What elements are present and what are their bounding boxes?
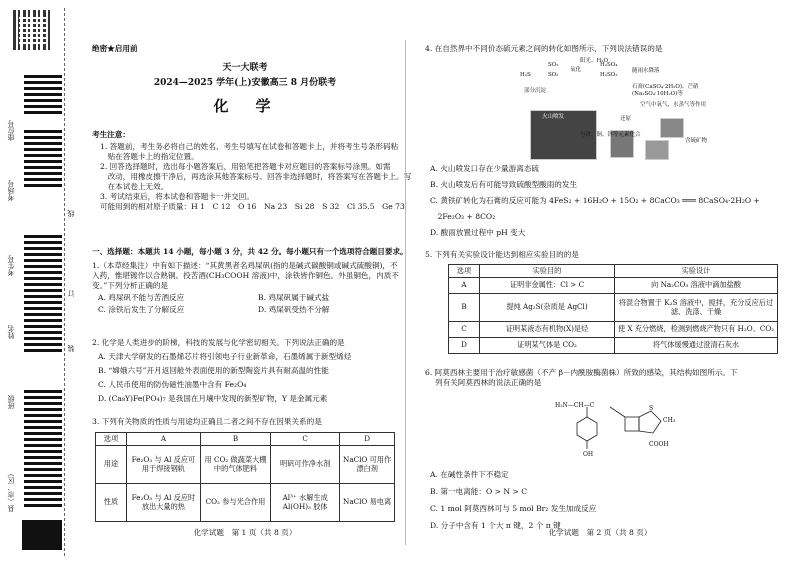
- table-cell: Fe₂O₃ 与 Al 反应可用于焊接钢轨: [127, 445, 201, 483]
- table-cell: NaClO 易电离: [340, 483, 395, 521]
- notice-line: 1. 答题前，考生务必将自己的姓名、考生号填写在试卷和答题卡上，并将考生号条形码粘: [100, 142, 399, 151]
- q6-stem: [425, 368, 738, 388]
- so2-label: SO₂: [548, 62, 559, 68]
- q4-option-d: D. 酸雨放置过程中 pH 变大: [430, 228, 526, 237]
- table-cell: D: [449, 337, 480, 353]
- table-cell: 向 Na₂CO₃ 溶液中滴加盐酸: [615, 277, 778, 293]
- table-header: 选项: [449, 265, 480, 278]
- q2-option-c: C. 人民币使用的防伪磁性油墨中含有 Fe₂O₄: [98, 380, 247, 389]
- mineral-image: [645, 140, 669, 160]
- rain-label: 随雨水降落: [632, 68, 660, 74]
- q6-stem-line: 6. 阿莫西林主要用于治疗敏感菌（不产 β－内酰胺酶菌株）所致的感染，其结构如图所示。下: [425, 368, 738, 377]
- notice-line: 在本试卷上无效。: [100, 182, 169, 191]
- atomic-masses: 可能用到的相对原子质量：H 1 C 12 O 16 Na 23 Si 28 S 32 Cl 35.5 Ge 73: [100, 202, 405, 211]
- q1-option-d: D. 鸡屎矾受热不分解: [258, 305, 330, 314]
- notice-title: 考生注意：: [92, 130, 130, 139]
- binding-stripes: [24, 75, 62, 115]
- section-heading: 一、选择题：本题共 14 小题，每小题 3 分，共 42 分。每小题只有一个选项符合题目要求。: [92, 247, 408, 256]
- fold-mark: 装: [67, 345, 75, 352]
- binding-stripes: [24, 390, 62, 510]
- seat-label: 座位号: [7, 120, 15, 141]
- page-divider: [405, 40, 406, 545]
- table-cell: 将混合物置于 K₂S 溶液中，搅拌，充分反应后过滤、洗涤、干燥: [615, 293, 778, 321]
- notice-line: 改动，用橡皮擦干净后，再选涂其他答案标号。回答非选择题时，将答案写在答题卡上。写: [100, 172, 412, 181]
- q4-option-c: C. 黄铁矿转化为石膏的反应可能为 4FeS₂ + 16H₂O + 15O₂ + 8CaCO₃ ═══ 8CaSO₄·2H₂O +: [430, 196, 760, 205]
- q5-table: [448, 264, 778, 354]
- table-row: [96, 483, 395, 521]
- deposit-label: 部分沉淀: [524, 88, 547, 94]
- gypsum-label: 石膏(CaSO₄·2H₂O)、芒硝(Na₂SO₄·10H₂O)等: [632, 84, 699, 97]
- bind-mark: 订: [67, 290, 75, 297]
- table-cell: 提纯 Ag₂S(杂质是 AgCl): [480, 293, 615, 321]
- seal-mark: 线: [67, 210, 75, 217]
- q2-option-d: D. (Ca₈Y)Fe(PO₄)₇ 是我国在月壤中发现的新型矿物，Y 是金属元素: [98, 394, 328, 403]
- q1-stem: 变。”下列分析正确的是: [92, 281, 169, 290]
- q2-stem: 2. 化学是人类进步的阶梯，科技的发展与化学密切相关。下列说法正确的是: [92, 338, 345, 347]
- table-cell: Al³⁺ 水解生成 Al(OH)₃ 胶体: [271, 483, 340, 521]
- q3-table: [95, 432, 395, 522]
- air-label: 空气中氧气、水蒸气等作用: [640, 102, 707, 108]
- table-header: D: [340, 433, 395, 446]
- subject-title: 化 学: [213, 97, 277, 115]
- table-cell: 性质: [96, 483, 127, 521]
- ore-label: 含硫矿物: [685, 138, 708, 144]
- q6-option-d: D. 分子中含有 1 个大 π 键，2 个 π 键: [430, 521, 561, 530]
- table-row: [449, 293, 778, 321]
- light-label: 阳光、H₂O: [580, 58, 609, 64]
- table-row: [449, 277, 778, 293]
- binding-stripes: [24, 235, 62, 355]
- q4-options: [430, 164, 760, 238]
- reduce-label: 还原: [620, 116, 632, 122]
- q4-option-b: B. 火山喷发后有可能导致硫酸型酸雨的发生: [430, 180, 578, 189]
- exam-title: 2024—2025 学年(上)安徽高三 8 月份联考: [153, 78, 337, 88]
- mineral-image: [660, 118, 684, 138]
- exam-room-label: 考场号: [7, 180, 15, 201]
- q6-stem-line: 列有关阿莫西林的说法正确的是: [435, 378, 542, 387]
- table-header: 实验目的: [480, 265, 615, 278]
- sulfur-cycle-figure: [520, 60, 710, 160]
- footer-right: 化学试题 第 2 页（共 8 页）: [548, 528, 652, 537]
- table-cell: B: [449, 293, 480, 321]
- table-cell: 用途: [96, 445, 127, 483]
- table-cell: 证明某气体是 CO₂: [480, 337, 615, 353]
- binding-stripes: [24, 130, 62, 190]
- table-row: [449, 337, 778, 353]
- table-header: 实验设计: [615, 265, 778, 278]
- table-cell: Fe₂O₃ 与 Al 反应时放出大量的热: [127, 483, 201, 521]
- table-header: C: [271, 433, 340, 446]
- table-cell: 证明非金属性：Cl > C: [480, 277, 615, 293]
- q4-option-a: A. 火山喷发口存在少量游离态硫: [430, 164, 540, 173]
- q1-option-a: A. 鸡屎矾不能与苦酒反应: [98, 293, 185, 302]
- footer-left: 化学试题 第 1 页（共 8 页）: [193, 528, 297, 537]
- table-header: A: [127, 433, 201, 446]
- so3-label: SO₃: [548, 72, 559, 78]
- h2so4-label: H₂SO₄: [600, 62, 618, 68]
- name-label: 姓名: [7, 325, 15, 339]
- table-header: B: [200, 433, 270, 446]
- question-1: [92, 261, 399, 319]
- table-cell: 明矾可作净水剂: [271, 445, 340, 483]
- q4-option-c-cont: 2Fe₂O₃ + 8CO₂: [430, 212, 496, 221]
- q1-stem: 入药，惟堪镀作以合熟铜。投苦酒(CH₃COOH 溶液)中，涂铁皆作铜色。外虽铜色，内质不: [92, 271, 399, 280]
- q6-option-a: A. 在碱性条件下不稳定: [430, 470, 509, 479]
- binding-block: [22, 520, 62, 550]
- table-row: [449, 265, 778, 278]
- question-2: [92, 338, 351, 404]
- class-label: 班级: [7, 395, 15, 409]
- amoxicillin-structure: [555, 395, 685, 460]
- carboxyl-group: COOH: [649, 441, 669, 448]
- q1-option-c: C. 涂铁后发生了分解反应: [98, 305, 185, 314]
- binding-line: [64, 8, 65, 556]
- qr-code: [13, 10, 53, 50]
- q2-option-a: A. 天津大学研发的石墨烯芯片将引领电子行业新革命，石墨烯属于新型烯烃: [98, 352, 352, 361]
- table-cell: 使 X 充分燃烧，检测到燃烧产物只有 H₂O、CO₂: [615, 321, 778, 337]
- q4-stem: 4. 在自然界中不同价态硫元素之间的转化如图所示，下列说法错误的是: [425, 44, 663, 53]
- table-header: 选项: [96, 433, 127, 446]
- table-cell: NaClO 可用作漂白剂: [340, 445, 395, 483]
- table-row: [449, 321, 778, 337]
- oxide-label: 氧化: [570, 67, 582, 73]
- table-cell: 将气体缓慢通过澄清石灰水: [615, 337, 778, 353]
- hydroxyl-group: OH: [583, 451, 594, 458]
- secret-mark: 绝密★启用前: [92, 44, 138, 53]
- q2-option-b: B. “嫦娥六号”开月返回舱外表面使用的新型陶瓷片具有耐高温的性能: [98, 366, 329, 375]
- table-row: [96, 433, 395, 446]
- q6-option-b: B. 第一电离能：O > N > C: [430, 487, 528, 496]
- volcano-label: 火山喷发: [542, 114, 565, 120]
- q3-stem: 3. 下列有关物质的性质与用途均正确且二者之间不存在因果关系的是: [92, 417, 322, 426]
- notice-line: 3. 考试结束后，将本试卷和答题卡一并交回。: [100, 192, 254, 201]
- sulfur-atom: S: [649, 405, 654, 412]
- table-cell: C: [449, 321, 480, 337]
- q5-stem: 5. 下列有关实验设计能达到相应实验目的的是: [425, 250, 579, 259]
- h2so3-label: H₂SO₃: [600, 72, 618, 78]
- student-no-label: 考生号: [7, 255, 15, 276]
- amine-group: H₂N—CH—C: [555, 402, 595, 409]
- h2s-label: H₂S: [520, 72, 531, 78]
- table-row: [96, 445, 395, 483]
- q6-option-c: C. 1 mol 阿莫西林可与 5 mol Br₂ 发生加成反应: [430, 504, 597, 513]
- table-cell: CO₂ 参与光合作用: [200, 483, 270, 521]
- notice-line: 2. 回答选择题时，选出每小题答案后，用铅笔把答题卡对应题目的答案标号涂黑。如需: [100, 162, 391, 171]
- methyl-group: CH₃: [663, 417, 676, 424]
- notice-line: 贴在答题卡上的指定位置。: [100, 152, 199, 161]
- q6-options: [430, 470, 596, 531]
- county-label: 县（市、区）: [7, 470, 15, 512]
- org-title: 天一大联考: [222, 63, 268, 73]
- table-cell: A: [449, 277, 480, 293]
- q1-option-b: B. 鸡屎矾属于碱式盐: [258, 293, 330, 302]
- table-cell: 用 CO₂ 做蔬菜大棚中的气体肥料: [200, 445, 270, 483]
- q1-stem: 1.（本草经集注）中有如下描述：“其黄黑者名鸡屎矾(指的是碱式碳酸铜或碱式硫酸铜)，不: [92, 261, 398, 270]
- weather-label: 与铁、铜、锌等元素化合: [580, 132, 641, 138]
- notice-list: [100, 142, 411, 212]
- table-cell: 证明某液态有机物(X)是烃: [480, 321, 615, 337]
